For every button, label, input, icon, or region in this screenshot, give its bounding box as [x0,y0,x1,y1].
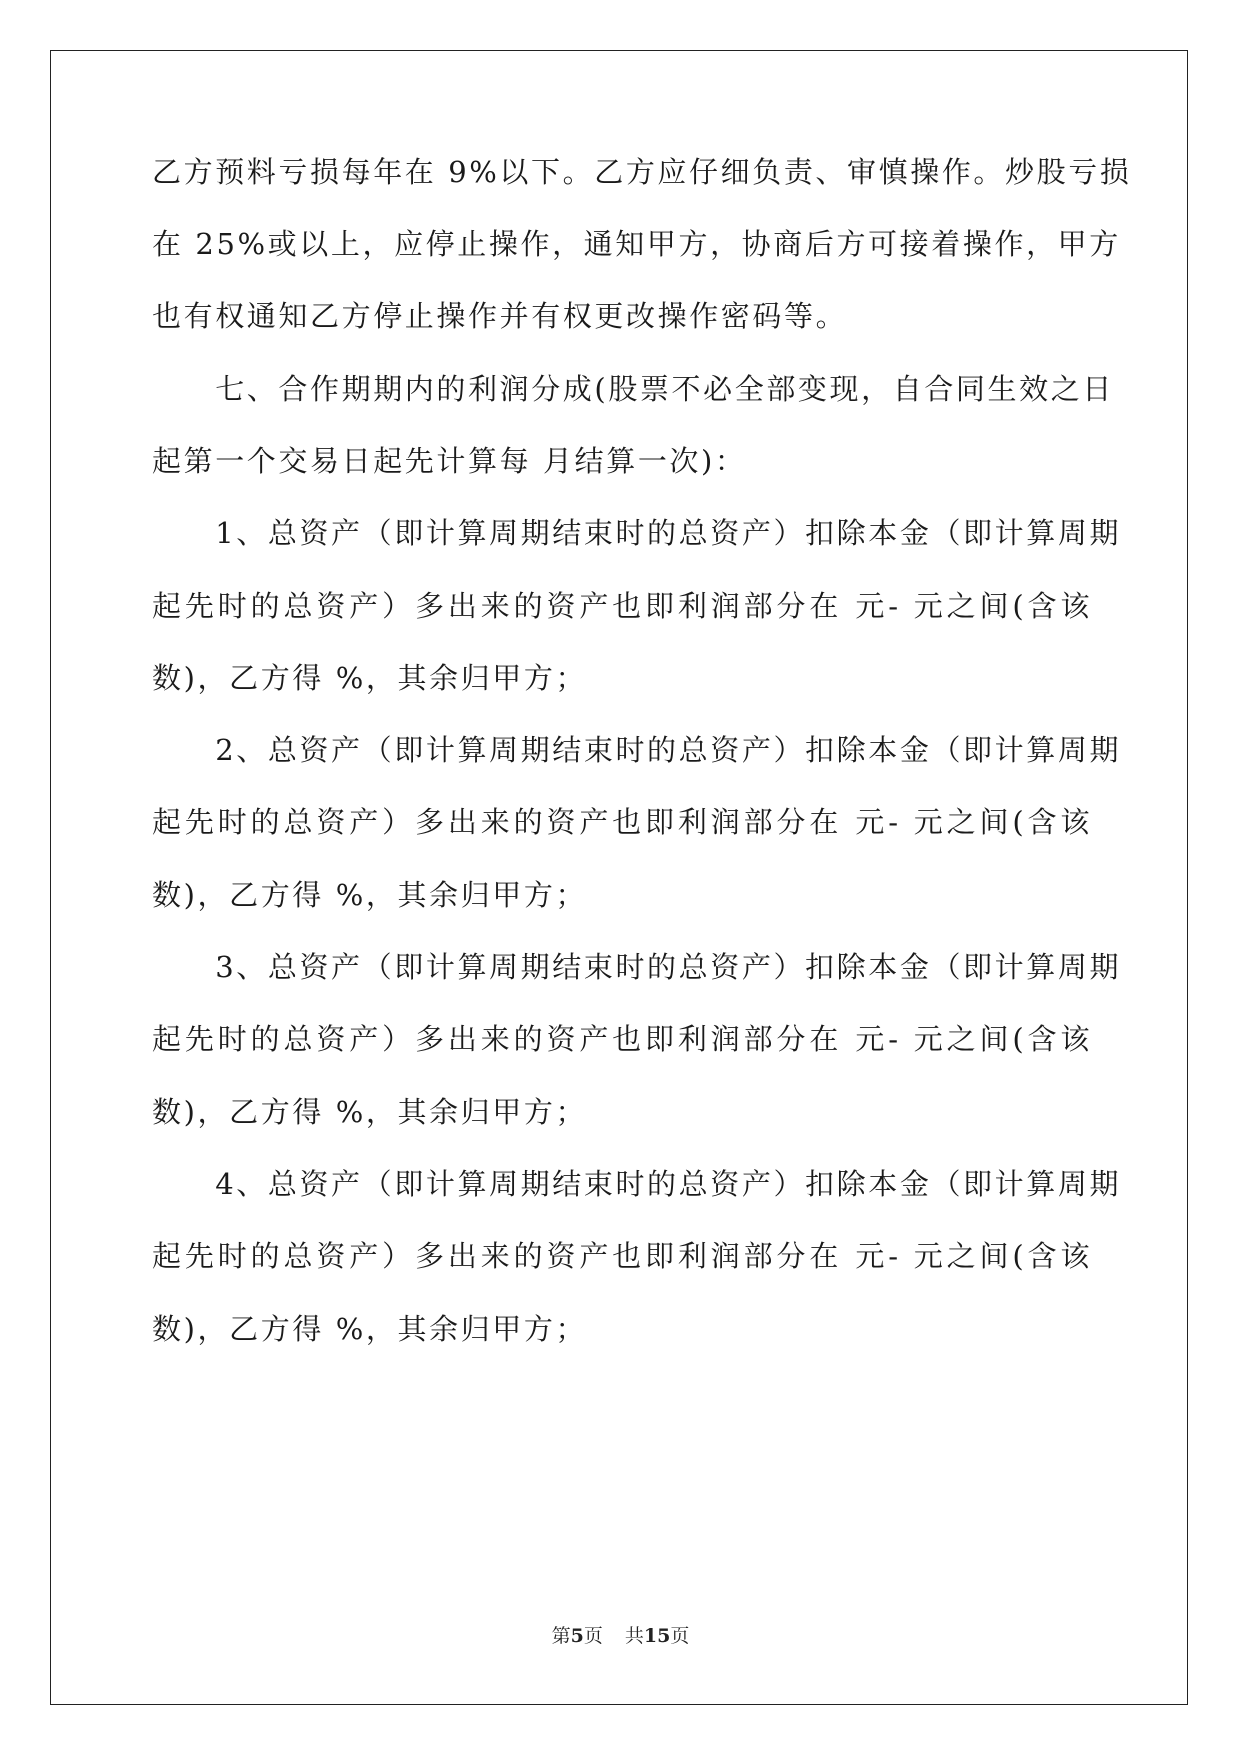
body-text-line: 起第一个交易日起先计算每 月结算一次)： [152,444,747,478]
body-text-line: 2、总资产（即计算周期结束时的总资产）扣除本金（即计算周期 [152,733,1122,767]
body-text-line: 也有权通知乙方停止操作并有权更改操作密码等。 [152,299,848,333]
footer-total-prefix: 共 [624,1625,644,1647]
body-text-line: 数)，乙方得 %，其余归甲方； [152,1312,588,1346]
body-text-line: 4、总资产（即计算周期结束时的总资产）扣除本金（即计算周期 [152,1167,1122,1201]
footer-prefix: 第 [551,1625,571,1647]
page-footer [0,1624,1241,1648]
footer-total-unit: 页 [670,1625,690,1647]
footer-page-number: 5 [570,1625,584,1647]
body-text-line: 起先时的总资产）多出来的资产也即利润部分在 元- 元之间(含该 [152,589,1092,623]
body-text-line: 起先时的总资产）多出来的资产也即利润部分在 元- 元之间(含该 [152,805,1092,839]
body-text-line: 3、总资产（即计算周期结束时的总资产）扣除本金（即计算周期 [152,950,1122,984]
body-text-line: 数)，乙方得 %，其余归甲方； [152,1095,588,1129]
body-text-line: 乙方预料亏损每年在 9%以下。乙方应仔细负责、审慎操作。炒股亏损 [152,155,1132,189]
body-text-line: 七、合作期期内的利润分成(股票不必全部变现，自合同生效之日 [152,372,1114,406]
body-text-line: 1、总资产（即计算周期结束时的总资产）扣除本金（即计算周期 [152,516,1122,550]
footer-page-unit: 页 [583,1625,603,1647]
body-text-line: 数)，乙方得 %，其余归甲方； [152,878,588,912]
footer-total-pages: 15 [643,1625,671,1647]
body-text-line: 起先时的总资产）多出来的资产也即利润部分在 元- 元之间(含该 [152,1239,1092,1273]
body-text-line: 数)，乙方得 %，其余归甲方； [152,661,588,695]
body-text-line: 在 25%或以上，应停止操作，通知甲方，协商后方可接着操作，甲方 [152,227,1121,261]
body-text-line: 起先时的总资产）多出来的资产也即利润部分在 元- 元之间(含该 [152,1022,1092,1056]
